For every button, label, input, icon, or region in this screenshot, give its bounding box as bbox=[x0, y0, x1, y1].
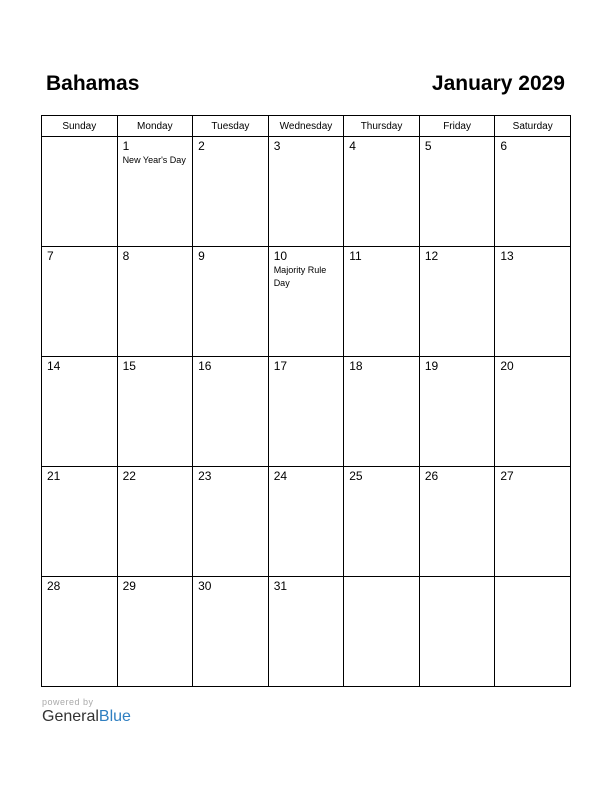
day-cell bbox=[495, 357, 571, 467]
day-cell bbox=[117, 137, 193, 247]
day-number: 9 bbox=[198, 249, 205, 263]
day-number: 13 bbox=[500, 249, 514, 263]
day-cell bbox=[117, 577, 193, 687]
brand-blue-text: Blue bbox=[98, 708, 131, 725]
month-year-title: January 2029 bbox=[431, 72, 565, 95]
day-cell bbox=[419, 137, 495, 247]
day-cell bbox=[495, 467, 571, 577]
day-cell bbox=[344, 577, 420, 687]
day-cell bbox=[419, 357, 495, 467]
day-number: 25 bbox=[349, 469, 363, 483]
day-number: 11 bbox=[349, 249, 362, 263]
weekday-wednesday: Wednesday bbox=[268, 116, 344, 137]
day-cell bbox=[268, 577, 344, 687]
day-cell bbox=[117, 357, 193, 467]
day-cell bbox=[193, 247, 269, 357]
day-cell bbox=[193, 137, 269, 247]
day-number: 6 bbox=[500, 139, 508, 153]
week-row bbox=[42, 137, 571, 247]
day-cell bbox=[117, 467, 193, 577]
day-number: 17 bbox=[273, 359, 288, 373]
day-cell bbox=[344, 467, 420, 577]
day-cell bbox=[268, 467, 344, 577]
day-cell bbox=[344, 357, 420, 467]
day-number: 19 bbox=[424, 359, 439, 373]
day-number: 4 bbox=[349, 139, 356, 153]
day-cell bbox=[42, 247, 118, 357]
day-number: 21 bbox=[47, 469, 61, 483]
day-number: 20 bbox=[500, 359, 514, 373]
week-row bbox=[42, 467, 571, 577]
weekday-header-row bbox=[42, 116, 571, 137]
day-cell bbox=[42, 137, 118, 247]
day-cell bbox=[117, 247, 193, 357]
weekday-sunday: Sunday bbox=[42, 116, 118, 137]
day-cell bbox=[419, 577, 495, 687]
day-cell bbox=[419, 247, 495, 357]
day-cell bbox=[193, 357, 269, 467]
holiday-label: Majority Rule Day bbox=[273, 265, 327, 288]
week-row bbox=[42, 247, 571, 357]
day-number: 5 bbox=[424, 139, 432, 153]
day-number: 22 bbox=[122, 469, 136, 483]
day-number: 12 bbox=[424, 249, 439, 263]
day-number: 24 bbox=[273, 469, 288, 483]
powered-by-text: powered by bbox=[42, 697, 94, 707]
day-cell bbox=[268, 137, 344, 247]
week-row bbox=[42, 577, 571, 687]
day-number: 29 bbox=[122, 579, 136, 593]
day-cell bbox=[42, 467, 118, 577]
day-number: 27 bbox=[500, 469, 514, 483]
brand-general-text: General bbox=[42, 708, 99, 725]
day-number: 18 bbox=[349, 359, 363, 373]
day-cell bbox=[344, 137, 420, 247]
day-number: 10 bbox=[273, 249, 288, 263]
day-number: 15 bbox=[122, 359, 136, 373]
day-number: 8 bbox=[122, 249, 130, 263]
day-cell bbox=[495, 247, 571, 357]
country-title: Bahamas bbox=[46, 72, 140, 95]
weekday-friday: Friday bbox=[419, 116, 495, 137]
day-cell bbox=[268, 357, 344, 467]
day-number: 1 bbox=[122, 139, 130, 153]
day-cell bbox=[344, 247, 420, 357]
holiday-label: New Year's Day bbox=[122, 155, 186, 165]
day-number: 31 bbox=[273, 579, 288, 593]
day-cell bbox=[495, 137, 571, 247]
weekday-saturday: Saturday bbox=[495, 116, 571, 137]
day-number: 28 bbox=[47, 579, 61, 593]
weekday-tuesday: Tuesday bbox=[193, 116, 269, 137]
day-cell bbox=[268, 247, 344, 357]
week-row bbox=[42, 357, 571, 467]
weekday-thursday: Thursday bbox=[344, 116, 420, 137]
generalblue-logo bbox=[42, 708, 131, 726]
day-number: 3 bbox=[273, 139, 281, 153]
day-number: 7 bbox=[47, 249, 54, 263]
day-cell bbox=[495, 577, 571, 687]
day-number: 23 bbox=[198, 469, 212, 483]
day-cell bbox=[419, 467, 495, 577]
day-cell bbox=[42, 577, 118, 687]
calendar-grid bbox=[41, 115, 571, 687]
day-number: 26 bbox=[424, 469, 439, 483]
day-cell bbox=[42, 357, 118, 467]
footer-brand bbox=[42, 697, 131, 726]
weekday-monday: Monday bbox=[117, 116, 193, 137]
day-cell bbox=[193, 577, 269, 687]
day-number: 16 bbox=[198, 359, 212, 373]
day-number: 2 bbox=[198, 139, 205, 153]
day-number: 14 bbox=[47, 359, 61, 373]
day-cell bbox=[193, 467, 269, 577]
day-number: 30 bbox=[198, 579, 212, 593]
